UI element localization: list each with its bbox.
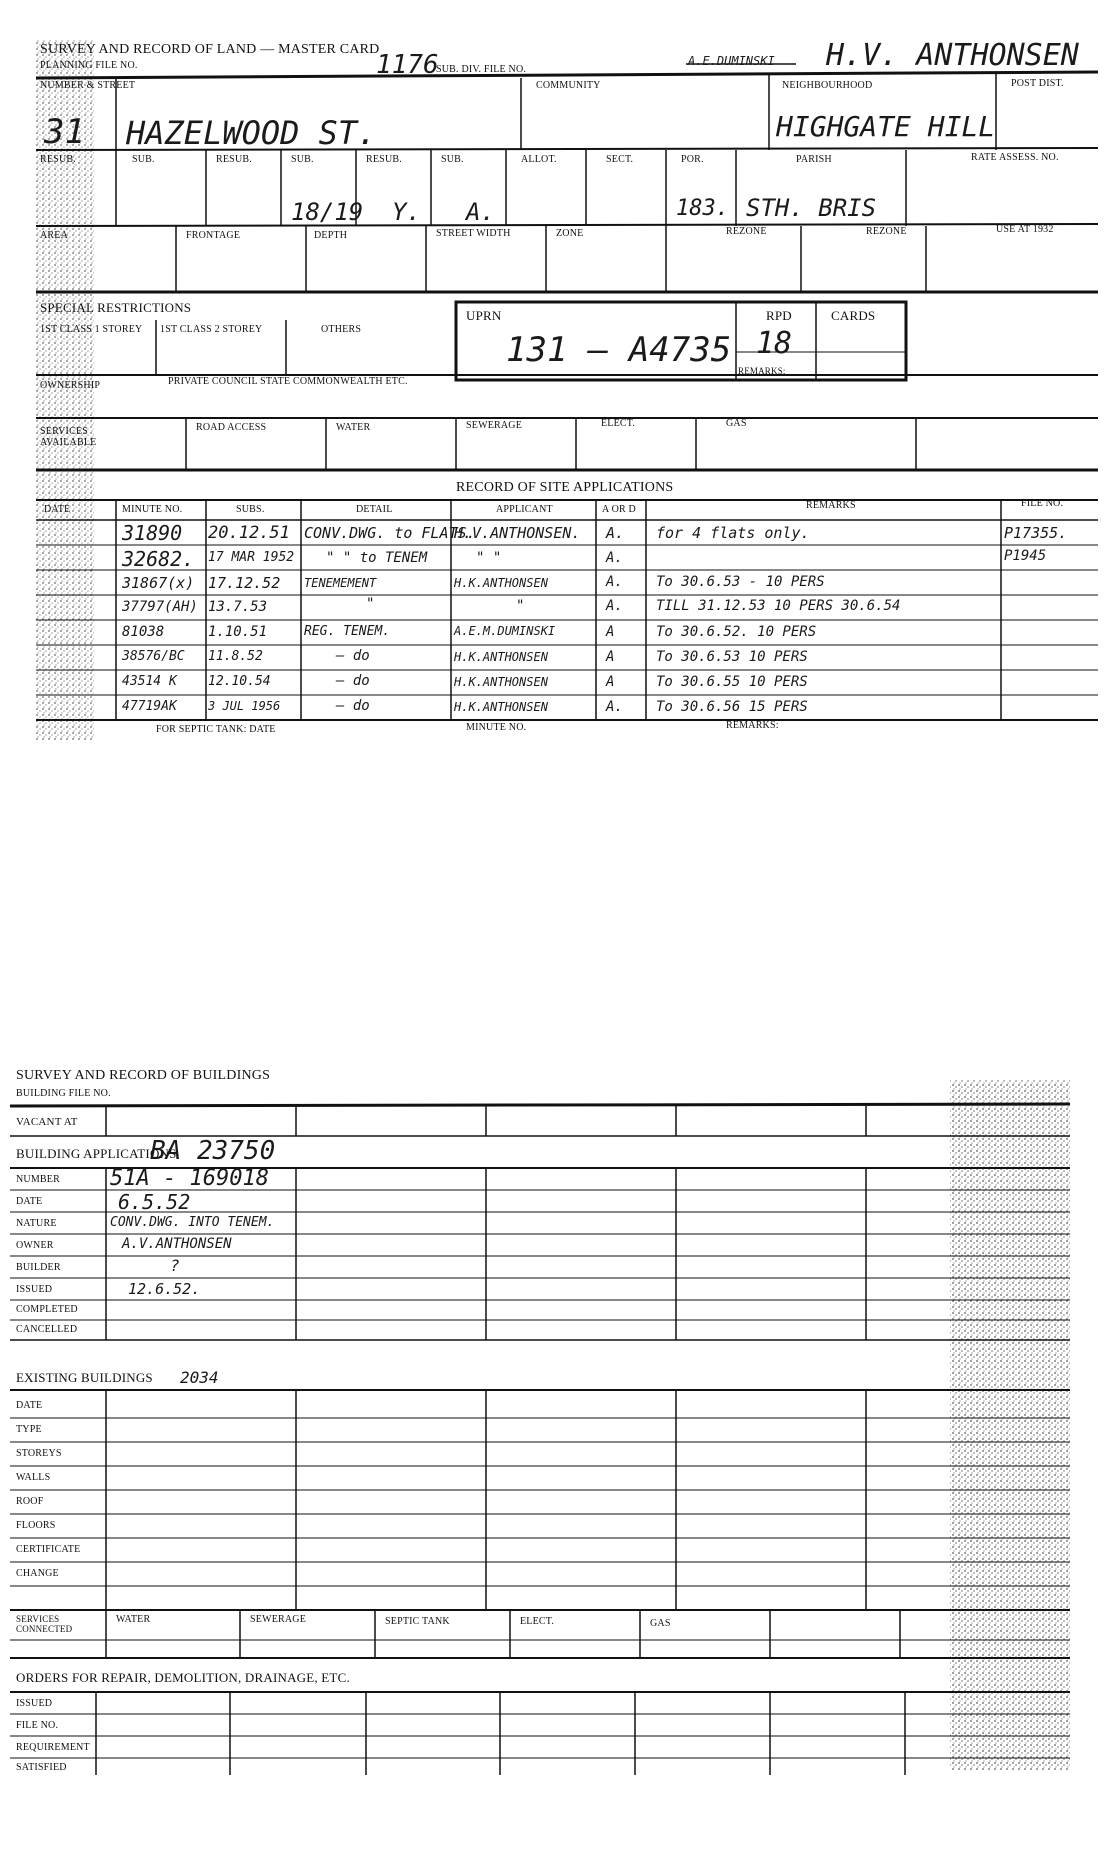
septic-label: FOR SEPTIC TANK: DATE (156, 724, 276, 735)
land-record-card (36, 30, 1098, 750)
street-value: HAZELWOOD ST. (126, 114, 377, 152)
existing-row-label: WALLS (16, 1472, 51, 1483)
row-detail: — do (336, 673, 370, 689)
col-minute: MINUTE NO. (122, 504, 183, 515)
ownership-label: OWNERSHIP (40, 380, 101, 391)
app-row-value: 12.6.52. (128, 1280, 201, 1298)
sub-label-7: POR. (681, 154, 704, 165)
app-row-value: 6.5.52 (118, 1190, 191, 1214)
row-minute: 81038 (122, 624, 165, 640)
row-subs: 17.12.52 (208, 574, 281, 592)
services-connected-label: SERVICES CONNECTED (16, 1614, 73, 1634)
area-label: AREA (40, 230, 69, 241)
app-row-label: COMPLETED (16, 1304, 78, 1315)
sub-label-8: PARISH (796, 154, 832, 165)
existing-buildings-label: EXISTING BUILDINGS (16, 1370, 153, 1385)
resub-value: Y. (392, 198, 421, 226)
building-card-title: SURVEY AND RECORD OF BUILDINGS (16, 1068, 271, 1083)
row-subs: 12.10.54 (208, 674, 271, 689)
row-file: P17355. (1004, 524, 1068, 542)
service-3: ELECT. (601, 418, 636, 429)
area-label-3: ZONE (556, 228, 584, 239)
neighbourhood-label: NEIGHBOURHOOD (782, 80, 873, 91)
row-subs: 11.8.52 (208, 649, 263, 664)
orders-row-label: SATISFIED (16, 1762, 67, 1773)
row-minute: 31867(x) (122, 574, 195, 592)
row-minute: 31890 (122, 521, 183, 545)
row-applicant: " " (476, 550, 502, 566)
row-minute: 47719AK (122, 699, 177, 714)
row-detail: CONV.DWG. to FLATS. (304, 524, 476, 542)
app-row-label: DATE (16, 1196, 43, 1207)
area-label-4: REZONE (726, 226, 767, 237)
row-detail: " " to TENEM (326, 550, 428, 566)
row-remarks: for 4 flats only. (656, 524, 810, 542)
app-row-value: A.V.ANTHONSEN (122, 1236, 232, 1252)
building-applications-value: BA 23750 (150, 1136, 276, 1166)
vacant-at-label: VACANT AT (16, 1116, 78, 1128)
row-subs: 20.12.51 (208, 523, 290, 543)
existing-row-label: TYPE (16, 1424, 42, 1435)
app-row-label: CANCELLED (16, 1324, 78, 1335)
row-a-or-d: A. (606, 574, 623, 590)
uprn-label: UPRN (466, 308, 502, 323)
special-sub-0: 1ST CLASS 1 STOREY (40, 324, 143, 335)
orders-row-label: FILE NO. (16, 1720, 59, 1731)
row-a-or-d: A (606, 624, 615, 640)
row-applicant: " (516, 598, 525, 614)
sub-div-file-label: SUB. DIV. FILE NO. (436, 64, 527, 75)
service-3: ELECT. (520, 1616, 555, 1627)
number-street-label: NUMBER & STREET (40, 80, 136, 91)
sub-label-9: RATE ASSESS. NO. (971, 152, 1059, 163)
orders-row-label: ISSUED (16, 1698, 53, 1709)
row-a-or-d: A. (606, 550, 623, 566)
sub2-value: A. (466, 198, 495, 226)
sub-label-2: SUB. (291, 154, 314, 165)
service-2: SEWERAGE (466, 420, 523, 431)
row-a-or-d: A. (606, 699, 623, 715)
area-label-6: USE AT 1932 (996, 224, 1054, 235)
row-minute: 37797(AH) (122, 599, 198, 615)
service-0: WATER (116, 1614, 151, 1625)
row-applicant: H.K.ANTHONSEN (454, 675, 548, 689)
row-detail: REG. TENEM. (304, 624, 391, 639)
row-subs: 17 MAR 1952 (208, 550, 295, 565)
existing-row-label: STOREYS (16, 1448, 62, 1459)
col-file: FILE NO. (1021, 498, 1064, 509)
struck-name: A.E.DUMINSKI (688, 54, 775, 68)
existing-buildings-value: 2034 (180, 1368, 219, 1387)
col-subs: SUBS. (236, 504, 265, 515)
row-minute: 43514 K (122, 674, 177, 689)
number-value: 31 (44, 112, 85, 152)
service-4: GAS (650, 1618, 671, 1629)
sub-label-6: SECT. (606, 154, 634, 165)
services-available-label: SERVICES AVAILABLE (40, 426, 97, 448)
special-label: SPECIAL RESTRICTIONS (40, 300, 192, 315)
row-subs: 3 JUL 1956 (208, 699, 281, 713)
row-subs: 13.7.53 (208, 599, 268, 615)
rpd-value: 18 (756, 326, 793, 361)
owner-name: H.V. ANTHONSEN (826, 38, 1079, 73)
sub-label-1: RESUB. (216, 154, 252, 165)
area-label-0: FRONTAGE (186, 230, 241, 241)
existing-row-label: CERTIFICATE (16, 1544, 81, 1555)
sub-label-0: SUB. (132, 154, 155, 165)
sub-label-5: ALLOT. (521, 154, 557, 165)
row-detail: TENEMEMENT (304, 576, 377, 590)
septic-minute-label: MINUTE NO. (466, 722, 527, 733)
app-row-label: NATURE (16, 1218, 57, 1229)
col-remarks: REMARKS (806, 500, 856, 511)
row-remarks: To 30.6.56 15 PERS (656, 699, 808, 715)
row-a-or-d: A (606, 649, 615, 665)
community-label: COMMUNITY (536, 80, 601, 91)
existing-row-label: FLOORS (16, 1520, 56, 1531)
building-file-label: BUILDING FILE NO. (16, 1088, 111, 1099)
service-4: GAS (726, 418, 747, 429)
row-minute: 32682. (122, 547, 195, 571)
app-row-label: BUILDER (16, 1262, 61, 1273)
service-1: SEWERAGE (250, 1614, 307, 1625)
col-detail: DETAIL (356, 504, 393, 515)
special-sub-1: 1ST CLASS 2 STOREY (160, 324, 263, 335)
row-applicant: A.E.M.DUMINSKI (454, 624, 556, 638)
col-date: DATE (44, 504, 71, 515)
neighbourhood-value: HIGHGATE HILL (776, 110, 996, 143)
building-record-card (10, 1060, 1070, 1775)
rpd-label: RPD (766, 308, 792, 323)
existing-row-label: CHANGE (16, 1568, 59, 1579)
sub-label-4: SUB. (441, 154, 464, 165)
post-dist-label: POST DIST. (1011, 78, 1064, 89)
service-1: WATER (336, 422, 371, 433)
row-subs: 1.10.51 (208, 624, 268, 640)
row-detail: — do (336, 698, 370, 714)
special-sub-2: OTHERS (321, 324, 362, 335)
service-0: ROAD ACCESS (196, 422, 267, 433)
row-detail: " (366, 596, 375, 612)
app-row-value: 51A - 169018 (110, 1166, 269, 1191)
orders-row-label: REQUIREMENT (16, 1742, 90, 1753)
row-a-or-d: A. (606, 598, 623, 614)
row-a-or-d: A (606, 674, 615, 690)
septic-remarks-label: REMARKS: (726, 720, 779, 731)
land-card-title: SURVEY AND RECORD OF LAND — MASTER CARD (40, 42, 380, 57)
site-applications-title: RECORD OF SITE APPLICATIONS (456, 480, 674, 495)
parish-value: STH. BRIS (746, 194, 877, 222)
planning-file-value: 1176 (376, 50, 439, 80)
app-row-label: NUMBER (16, 1174, 60, 1185)
area-label-2: STREET WIDTH (436, 228, 511, 239)
planning-file-label: PLANNING FILE NO. (40, 60, 138, 71)
row-applicant: H.K.ANTHONSEN (454, 700, 548, 714)
row-remarks: To 30.6.53 - 10 PERS (656, 574, 825, 590)
resub-label: RESUB. (40, 154, 76, 165)
app-row-value: CONV.DWG. INTO TENEM. (110, 1215, 275, 1230)
sub-label-3: RESUB. (366, 154, 402, 165)
existing-row-label: ROOF (16, 1496, 44, 1507)
row-applicant: H.K.ANTHONSEN (454, 650, 548, 664)
row-a-or-d: A. (606, 524, 625, 542)
uprn-value: 131 — A4735 (506, 330, 732, 370)
por-value: 183. (676, 196, 729, 221)
app-row-value: ? (170, 1256, 180, 1275)
row-remarks: TILL 31.12.53 10 PERS 30.6.54 (656, 598, 901, 614)
orders-label: ORDERS FOR REPAIR, DEMOLITION, DRAINAGE, ETC. (16, 1670, 350, 1685)
row-remarks: To 30.6.55 10 PERS (656, 674, 808, 690)
app-row-label: ISSUED (16, 1284, 53, 1295)
row-minute: 38576/BC (122, 649, 185, 664)
cards-label: CARDS (831, 308, 876, 323)
existing-row-label: DATE (16, 1400, 43, 1411)
row-remarks: To 30.6.53 10 PERS (656, 649, 808, 665)
app-row-label: OWNER (16, 1240, 54, 1251)
row-applicant: H.V.ANTHONSEN. (454, 524, 581, 542)
sub-value: 18/19 (291, 198, 364, 226)
row-applicant: H.K.ANTHONSEN (454, 576, 548, 590)
area-label-5: REZONE (866, 226, 907, 237)
col-applicant: APPLICANT (496, 504, 553, 515)
area-label-1: DEPTH (314, 230, 348, 241)
ownership-options: PRIVATE COUNCIL STATE COMMONWEALTH ETC. (168, 376, 408, 387)
remarks-label: REMARKS: (738, 366, 786, 376)
building-applications-label: BUILDING APPLICATIONS (16, 1146, 177, 1161)
row-detail: — do (336, 648, 370, 664)
row-file: P1945 (1004, 548, 1047, 564)
col-a-or-d: A OR D (602, 504, 636, 515)
service-2: SEPTIC TANK (385, 1616, 450, 1627)
row-remarks: To 30.6.52. 10 PERS (656, 624, 817, 640)
